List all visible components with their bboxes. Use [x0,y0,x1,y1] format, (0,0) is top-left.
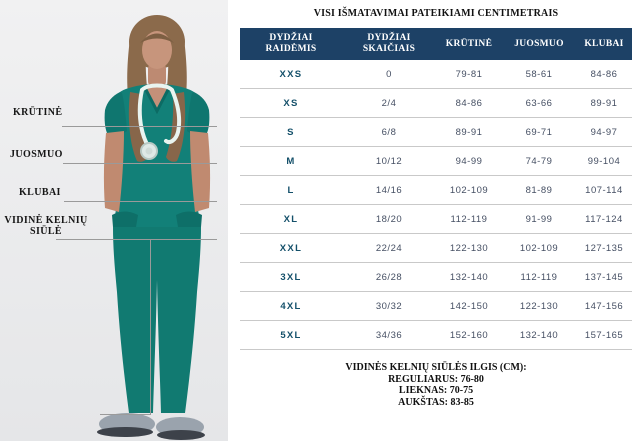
cell-size: XXS [240,60,342,89]
table-row [240,205,632,234]
measure-label-chest: KRŪTINĖ [13,107,63,118]
measure-label-inseam: VIDINĖ KELNIŲ SIŪLĖ [4,215,88,237]
cell-number: 0 [342,60,436,89]
inseam-note-tall: AUKŠTAS: 83-85 [398,396,474,408]
cell-hips: 84-86 [576,60,632,89]
cell-waist: 69-71 [502,118,576,147]
measure-line-inseam-bottom [100,414,151,415]
measure-line-hips [64,201,217,202]
cell-number: 10/12 [342,147,436,176]
cell-hips: 157-165 [576,321,632,350]
cell-waist: 81-89 [502,176,576,205]
cell-number: 26/28 [342,263,436,292]
cell-waist: 58-61 [502,60,576,89]
cell-size: L [240,176,342,205]
cell-waist: 112-119 [502,263,576,292]
inseam-note-regular: REGULIARUS: 76-80 [388,373,484,385]
cell-number: 22/24 [342,234,436,263]
cell-size: M [240,147,342,176]
table-row [240,321,632,350]
cell-hips: 147-156 [576,292,632,321]
cell-number: 34/36 [342,321,436,350]
chart-title: VISI IŠMATAVIMAI PATEIKIAMI CENTIMETRAIS [313,8,559,19]
cell-hips: 137-145 [576,263,632,292]
table-row [240,60,632,89]
cell-hips: 117-124 [576,205,632,234]
column-header-waist: JUOSMUO [502,28,576,60]
measure-line-inseam-vertical [150,239,151,415]
cell-waist: 102-109 [502,234,576,263]
measure-line-waist [63,163,217,164]
size-table [240,28,632,350]
cell-waist: 63-66 [502,89,576,118]
cell-size: 5XL [240,321,342,350]
model-photo-panel [0,0,228,443]
measure-line-chest [62,126,217,127]
cell-hips: 89-91 [576,89,632,118]
table-row [240,147,632,176]
cell-chest: 112-119 [436,205,502,234]
cell-chest: 94-99 [436,147,502,176]
inseam-note-heading: VIDINĖS KELNIŲ SIŪLĖS ILGIS (CM): [345,362,527,373]
inseam-note-slim: LIEKNAS: 70-75 [398,385,474,396]
cell-number: 14/16 [342,176,436,205]
inseam-note [240,362,632,408]
cell-size: S [240,118,342,147]
cell-number: 2/4 [342,89,436,118]
cell-chest: 142-150 [436,292,502,321]
cell-hips: 94-97 [576,118,632,147]
table-row [240,176,632,205]
table-row [240,292,632,321]
column-header-hips: KLUBAI [576,28,632,60]
cell-hips: 99-104 [576,147,632,176]
cell-chest: 89-91 [436,118,502,147]
cell-waist: 122-130 [502,292,576,321]
cell-hips: 127-135 [576,234,632,263]
measure-label-hips: KLUBAI [19,187,61,198]
table-row [240,89,632,118]
measure-line-inseam [56,239,217,240]
cell-number: 30/32 [342,292,436,321]
table-row [240,118,632,147]
cell-chest: 122-130 [436,234,502,263]
cell-size: XL [240,205,342,234]
cell-chest: 102-109 [436,176,502,205]
cell-chest: 79-81 [436,60,502,89]
cell-size: 4XL [240,292,342,321]
cell-waist: 74-79 [502,147,576,176]
cell-size: XS [240,89,342,118]
cell-waist: 91-99 [502,205,576,234]
cell-size: 3XL [240,263,342,292]
cell-number: 18/20 [342,205,436,234]
measure-label-waist: JUOSMUO [10,149,63,160]
column-header-size-letters: DYDŽIAI RAIDĖMIS [240,28,342,60]
cell-waist: 132-140 [502,321,576,350]
cell-number: 6/8 [342,118,436,147]
cell-hips: 107-114 [576,176,632,205]
cell-chest: 152-160 [436,321,502,350]
table-row [240,263,632,292]
size-chart-panel [240,8,632,408]
size-table-header-row [240,28,632,60]
cell-chest: 132-140 [436,263,502,292]
cell-chest: 84-86 [436,89,502,118]
column-header-chest: KRŪTINĖ [436,28,502,60]
cell-size: XXL [240,234,342,263]
table-row [240,234,632,263]
column-header-size-numbers: DYDŽIAI SKAIČIAIS [342,28,436,60]
